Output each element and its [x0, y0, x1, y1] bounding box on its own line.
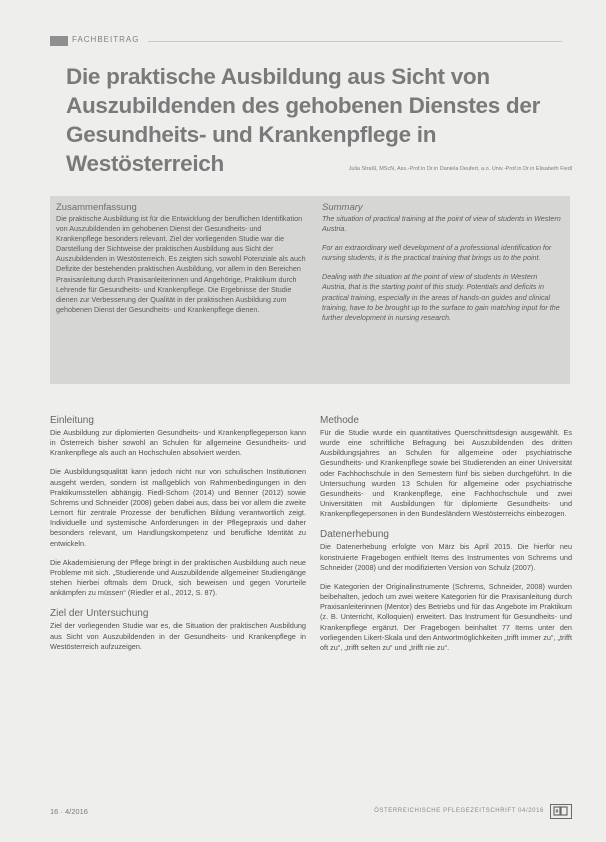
article-title: Die praktische Ausbildung aus Sicht von Auszubildenden des gehobenen Dienstes der Gesundheits- und Krankenpflege in Westösterreich [66, 64, 541, 176]
body-paragraph: Die Akademisierung der Pflege bringt in der praktischen Ausbildung auch neue Probleme mit sich. „Studierende und Auszubildende allgemeiner Studiengänge stehen hierbei oftmals dem Druck, sich beweisen und gegen Vorurteile ankämpfen zu müssen“ (Riedler et al., 2012, S. 87). [50, 557, 306, 598]
abstract-english [322, 202, 562, 332]
abstract-box [50, 196, 570, 384]
body-paragraph: Die Datenerhebung erfolgte von März bis April 2015. Die hierfür neu konstruierte Fragebogen enthielt Items des Instrumentes von Schrems und Schneider (2008) und der modifizierten Version von Schulz (2007). [320, 542, 572, 572]
body-paragraph: Die Ausbildung zur diplomierten Gesundheits- und Krankenpflegeperson kann in Österreich bisher sowohl an Schulen für allgemeine Gesundheits- und Krankenpflege als auch an Hochschulen absolviert werden. [50, 428, 306, 458]
header-color-block [50, 36, 68, 46]
abstract-english-paragraph: For an extraordinary well development of a professional identification for nursing students, it is the practical training that brings us to the point. [322, 243, 552, 263]
abstract-english-paragraph: Dealing with the situation at the point of view of students in Western Austria, that is the starting point of this study. Potentials and deficits in practical training, especially in the areas of hands-on guides and clinical training, have to be brought up to the surface to gain matching input for the further development in nursing research. [322, 272, 560, 322]
body-paragraph: Die Kategorien der Originalinstrumente (Schrems, Schneider, 2008) wurden beibehalten, jedoch um zwei weitere Kategorien für die Praxisanleitung durch Praxisanleiterinnen (Mentor) des Betriebs und für das Angebote im Praktikum (z. B. Unterricht, Kolloquien) erweitert. Das Instrument für Gesundheits- und Krankenpflege ergänzt. Der Fragebogen beinhaltet 77 Items unter den vorliegenden Likert-Skala und den Antwortmöglichkeiten „trifft immer zu“, „trifft oft zu“, „trifft selten zu“ und „trifft nie zu“. [320, 581, 572, 652]
section-heading-methode: Methode [320, 415, 359, 426]
section-header [50, 36, 562, 46]
page-number: 16 · 4/2016 [50, 807, 88, 816]
abstract-german-text: Die praktische Ausbildung ist für die Entwicklung der beruflichen Identifikation von Auszubildenden im gehobenen Dienst der Gesundheits- und Krankenpflege besonders relevant. Ziel der vorliegenden Studie war die Darstellung der Sichtweise der praktischen Ausbildung aus Sicht der Auszubildenden in Westösterreich. Es zeigten sich sowohl Potenziale als auch Defizite der bestehenden praktischen Ausbildung, vor allem in den Bereichen Praxisanleitung durch Praxisanleiterinnen und Angehörige, Praktikum durch Lehrende für Gesundheits- und Krankenpflege. Die Ergebnisse der Studie dienen zur Verbesserung der Qualität in der praktischen Ausbildung zum gehobenen Dienst der Gesundheits- und Krankenpflege dienen. [56, 214, 306, 314]
header-rule [148, 41, 562, 42]
section-heading-ziel: Ziel der Untersuchung [50, 608, 149, 620]
section-heading-einleitung: Einleitung [50, 415, 94, 426]
abstract-english-paragraph: The situation of practical training at the point of view of students in Western Austria. [322, 214, 561, 234]
body-paragraph: Für die Studie wurde ein quantitatives Querschnittsdesign ausgewählt. Es wurde eine schriftliche Befragung bei Auszubildenden des dritten Ausbildungsjahres an Schulen für allgemeine oder psychiatrische Gesundheits- und Krankenpflege sowie bei Studierenden an einer Universität oder Fachhochschule in den Semestern fünf bis sieben durchgeführt. In die Untersuchung wurden 13 Schulen für allgemeine oder psychiatrische Gesundheits- und Krankenpflege, eine Fachhochschule und zwei Universitäten mit Ausbildungen für diplomierte Gesundheits- und Krankenpflegepersonen in den Bundesländern Westösterreichs einbezogen. [320, 428, 572, 519]
abstract-english-heading: Summary [322, 202, 363, 213]
body-column-left [50, 414, 306, 661]
body-paragraph: Die Ausbildungsqualität kann jedoch nicht nur von schulischen Institutionen ausgeht werden, sondern ist maßgeblich von Rahmenbedingungen in den Praktikumsstellen abhängig. Fiedl-Schorn (2014) und Benner (2012) sowie Schrems und Schneider (2008) geben dabei aus, dass bei vor allem die zweite Lernort für zentrale Prozesse der beruflichen Bildung verantwortlich zeigt. Individuelle und systemische Anforderungen in der Pflegepraxis und daher besonders relevant, um Handlungskompetenz und berufliche Identität zu entwickeln. [50, 467, 306, 548]
section-label: FACHBEITRAG [72, 35, 140, 44]
journal-name: ÖSTERREICHISCHE PFLEGEZEITSCHRIFT 04/2016 [374, 808, 544, 814]
abstract-german [56, 202, 308, 324]
article-authors: Julia Straßl, MScN, Ass.-Prof.in Dr.in Daniela Deufert, a.o. Univ.-Prof.in Dr.in Elisabeth Fiedl [348, 166, 572, 172]
body-column-right [320, 414, 572, 662]
page-footer [50, 806, 572, 818]
oegkv-logo-icon [550, 804, 572, 819]
body-paragraph: Ziel der vorliegenden Studie war es, die Situation der praktischen Ausbildung aus Sicht von Auszubildenden in der Gesundheits- und Krankenpflege in Westösterreich aufzuzeigen. [50, 621, 306, 651]
section-heading-datenerhebung: Datenerhebung [320, 529, 389, 541]
abstract-german-heading: Zusammenfassung [56, 202, 137, 213]
